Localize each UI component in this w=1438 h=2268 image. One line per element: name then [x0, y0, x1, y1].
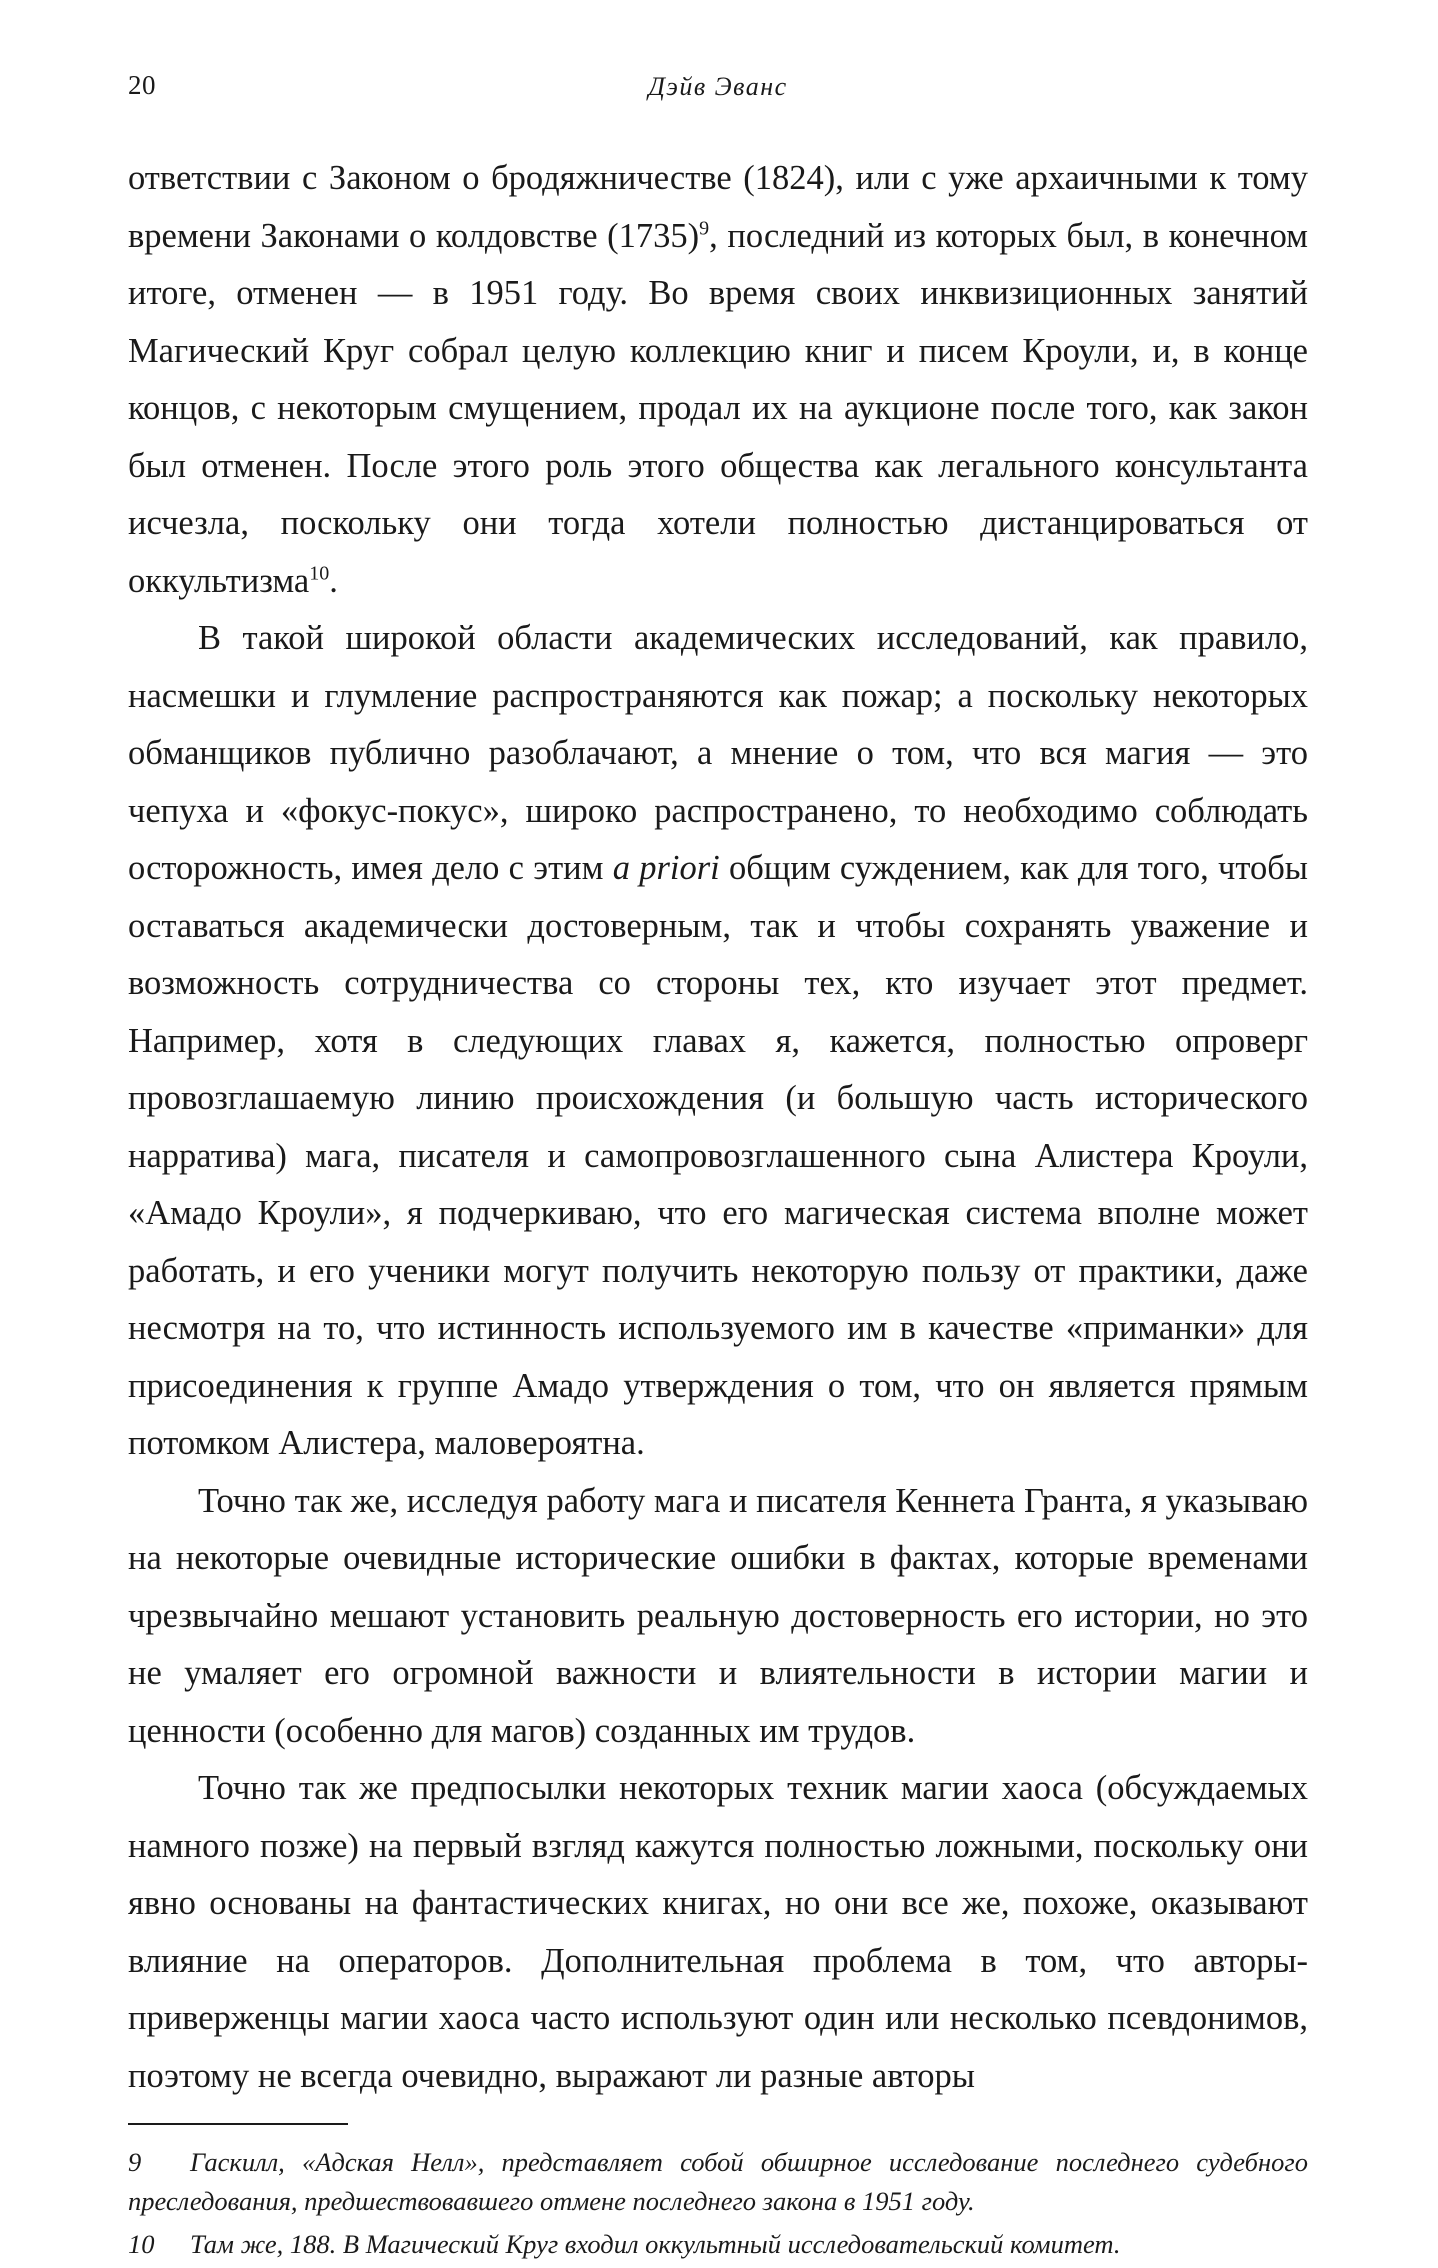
footnote-text: Там же, 188. В Магический Круг входил оккультный исследовательский комитет.	[190, 2229, 1121, 2259]
paragraph-2-text-a: В такой широкой области академических исследований, как правило, насмешки и глумление распространяются как пожар; а поскольку некоторых обманщиков публично разоблачают, а мнение о том, что вся магия — это чепуха и «фокус-покус», широко распространено, то необходимо соблюдать осторожность, имея дело с этим	[128, 619, 1308, 887]
footnote-ref-10: 10	[309, 562, 330, 584]
footnote-number: 9	[128, 2147, 142, 2177]
page-number: 20	[128, 70, 156, 100]
paragraph-2	[128, 610, 1308, 1473]
paragraph-1	[128, 150, 1308, 610]
footnote-text: Гаскилл, «Адская Нелл», представляет собой обширное исследование последнего судебного преследования, предшествовавшего отмене последнего закона в 1951 году.	[128, 2147, 1308, 2216]
paragraph-2-text-b: общим суждением, как для того, чтобы оставаться академически достоверным, так и чтобы сохранять уважение и возможность сотрудничества со стороны тех, кто изучает этот предмет. Например, хотя в следующих главах я, кажется, полностью опроверг провозглашаемую линию происхождения (и большую часть исторического нарратива) мага, писателя и самопровозглашенного сына Алистера Кроули, «Амадо Кроули», я подчеркиваю, что его магическая система вполне может работать, и его ученики могут получить некоторую пользу от практики, даже несмотря на то, что истинность используемого им в качестве «приманки» для присоединения к группе Амадо утверждения о том, что он является прямым потомком Алистера, маловероятна.	[128, 849, 1308, 1462]
footnotes	[128, 2143, 1308, 2264]
paragraph-1-text-a: ответствии с Законом о бродяжничестве (1824), или с уже архаичными к тому времени Законами о колдовстве (1735)	[128, 159, 1308, 255]
paragraph-1-text-b: , последний из которых был, в конечном итоге, отменен — в 1951 году. Во время своих инквизиционных занятий Магический Круг собрал целую коллекцию книг и писем Кроули, и, в конце концов, с некоторым смущением, продал их на аукционе после того, как закон был отменен. После этого роль этого общества как легального консультанта исчезла, поскольку они тогда хотели полностью дистанцироваться от оккультизма	[128, 216, 1308, 600]
paragraph-4: Точно так же предпосылки некоторых техник магии хаоса (обсуждаемых намного позже) на первый взгляд кажутся полностью ложными, поскольку они явно основаны на фантастических книгах, но они все же, похоже, оказывают влияние на операторов. Дополнительная проблема в том, что авторы-приверженцы магии хаоса часто используют один или несколько псевдонимов, поэтому не всегда очевидно, выражают ли разные авторы	[128, 1769, 1308, 2095]
footnote-number: 10	[128, 2229, 155, 2259]
paragraph-1-text-c: .	[329, 561, 338, 600]
book-page	[128, 60, 1308, 2268]
footnote-10	[128, 2225, 1308, 2264]
footnote-9	[128, 2143, 1308, 2221]
running-header	[128, 60, 1308, 110]
paragraph-3: Точно так же, исследуя работу мага и писателя Кеннета Гранта, я указываю на некоторые очевидные исторические ошибки в фактах, которые временами чрезвычайно мешают установить реальную достоверность его истории, но это не умаляет его огромной важности и влиятельности в истории магии и ценности (особенно для магов) созданных им трудов.	[128, 1481, 1308, 1750]
running-head-author: Дэйв Эванс	[648, 72, 788, 101]
footnote-ref-9: 9	[699, 217, 710, 239]
paragraph-2-italic-phrase: a priori	[612, 849, 720, 887]
footnote-separator	[128, 2123, 348, 2125]
main-text	[128, 150, 1308, 2105]
